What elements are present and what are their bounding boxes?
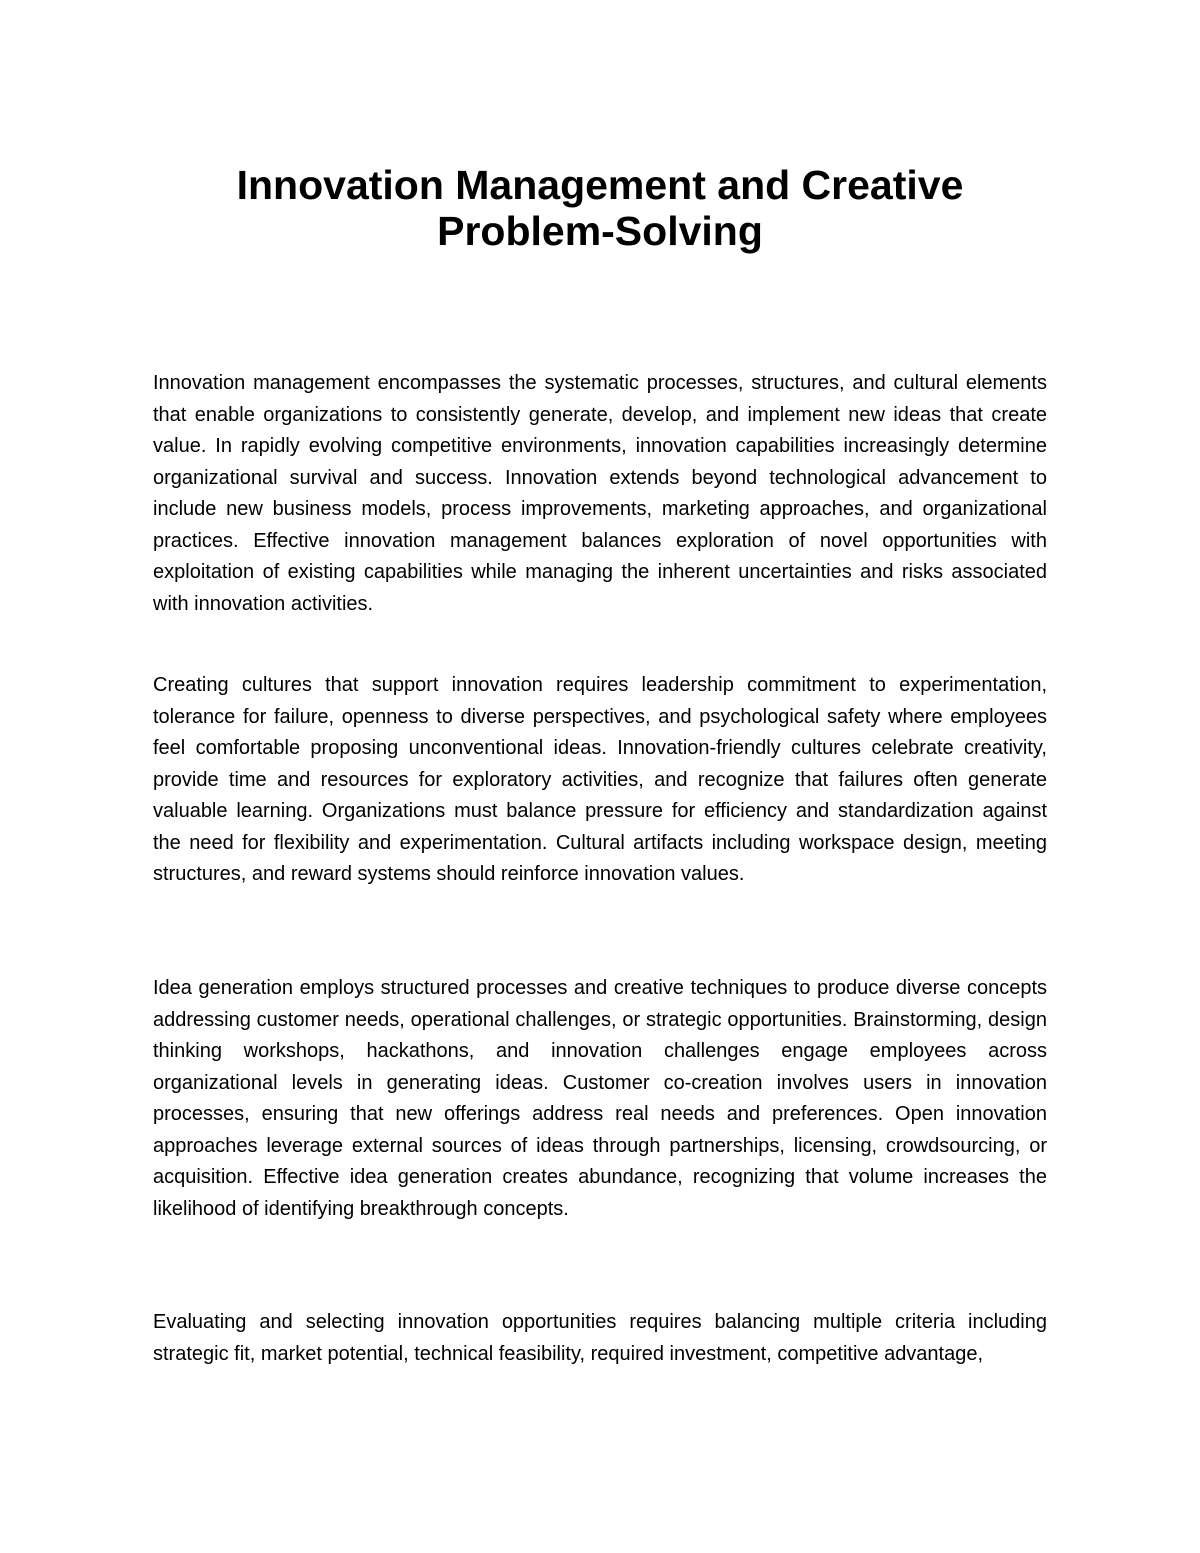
paragraph-innovation-culture: Creating cultures that support innovation requires leadership commitment to experimentation, tolerance for failure, openness to diverse perspectives, and psychological safety where employees feel comfortable proposing unconventional ideas. Innovation-friendly cultures celebrate creativity, provide time and resources for exploratory activities, and recognize that failures often generate valuable learning. Organizations must balance pressure for efficiency and standardization against the need for flexibility and experimentation. Cultural artifacts including workspace design, meeting structures, and reward systems should reinforce innovation values. <box>153 674 1047 885</box>
paragraph-idea-generation: Idea generation employs structured processes and creative techniques to produce diverse concepts addressing customer needs, operational challenges, or strategic opportunities. Brainstorming, design thinking workshops, hackathons, and innovation challenges engage employees across organizational levels in generating ideas. Customer co-creation involves users in innovation processes, ensuring that new offerings address real needs and preferences. Open innovation approaches leverage external sources of ideas through partnerships, licensing, crowdsourcing, or acquisition. Effective idea generation creates abundance, recognizing that volume increases the likelihood of identifying breakthrough concepts. <box>153 977 1047 1220</box>
paragraph-evaluating-selecting: Evaluating and selecting innovation opportunities requires balancing multiple criteria including strategic fit, market potential, technical feasibility, required investment, competitive advantage, <box>153 1311 1047 1365</box>
paragraph-innovation-management: Innovation management encompasses the systematic processes, structures, and cultural elements that enable organizations to consistently generate, develop, and implement new ideas that create value. In rapidly evolving competitive environments, innovation capabilities increasingly determine organizational survival and success. Innovation extends beyond technological advancement to include new business models, process improvements, marketing approaches, and organizational practices. Effective innovation management balances exploration of novel opportunities with exploitation of existing capabilities while managing the inherent uncertainties and risks associated with innovation activities. <box>153 372 1047 615</box>
document-title: Innovation Management and Creative Problem-Solving <box>236 162 964 254</box>
